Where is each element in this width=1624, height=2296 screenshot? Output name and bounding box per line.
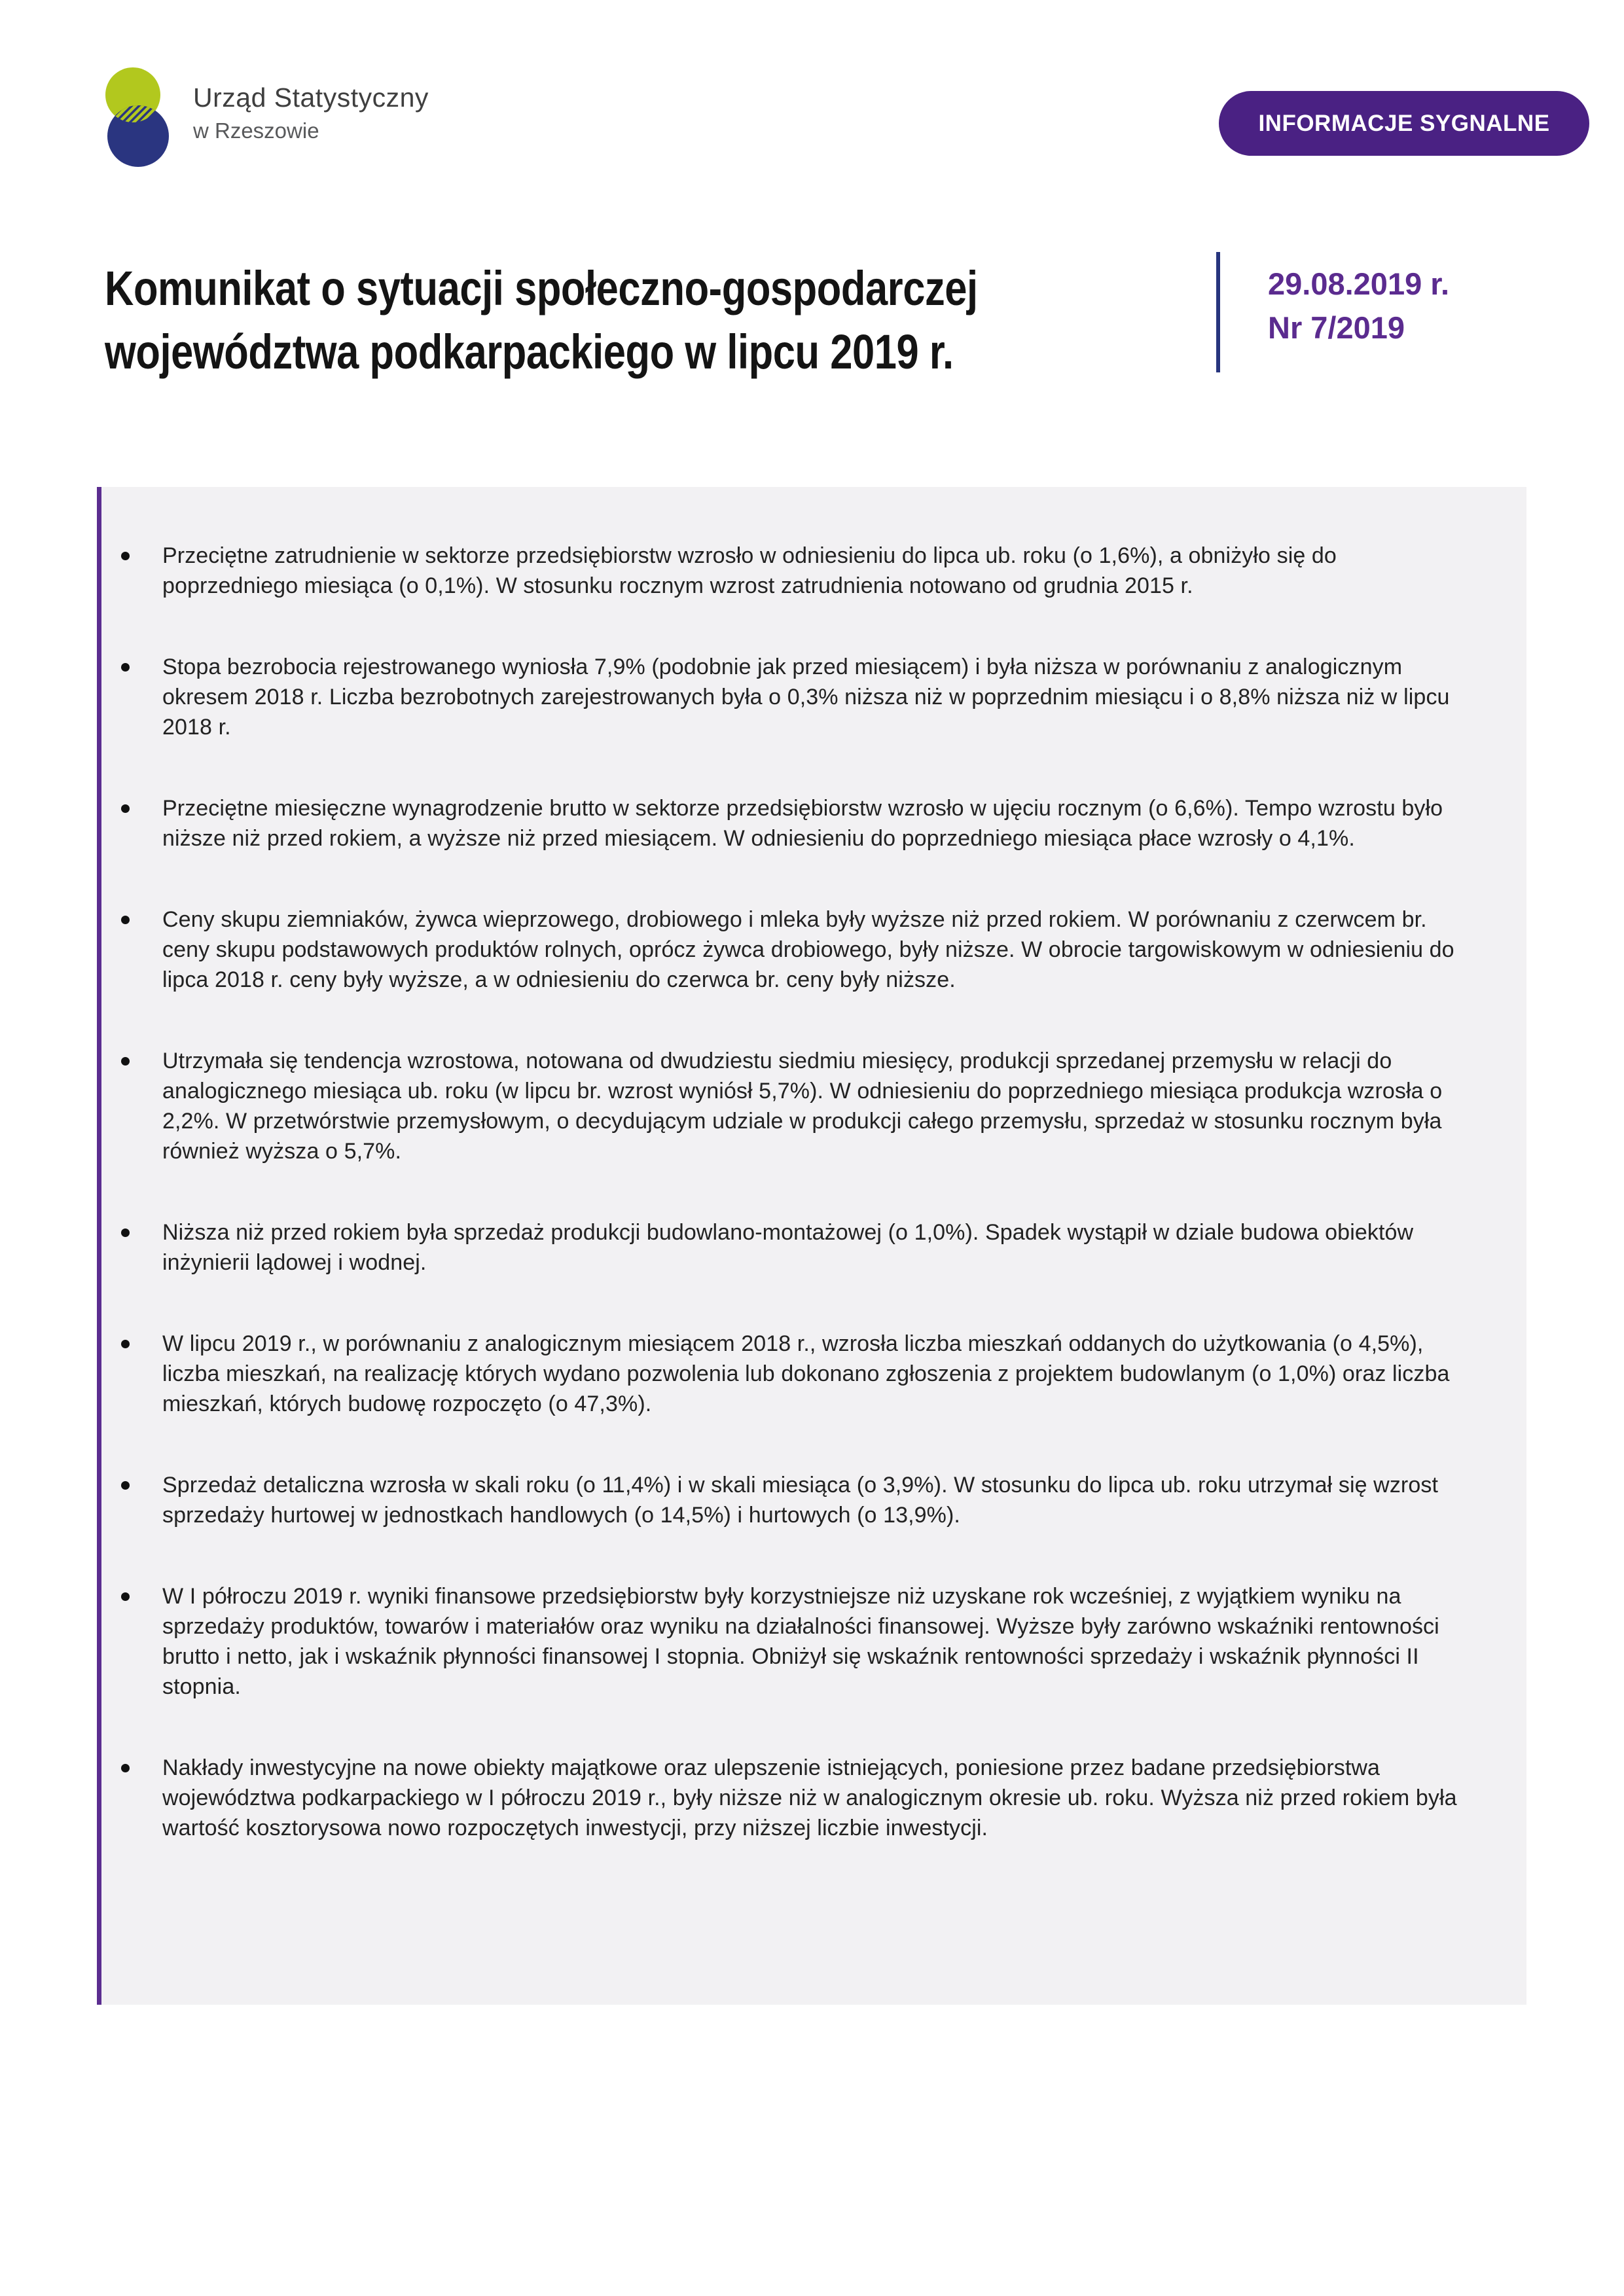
- two-circles-logo-icon: [97, 58, 182, 175]
- bullet-text: Ceny skupu ziemniaków, żywca wieprzowego, drobiowego i mleka były wyższe niż przed rokiem. W porównaniu z czerwcem br. ceny skupu podstawowych produktów rolnych, oprócz żywca drobiowego, były niższe. W obrocie targowiskowym w odniesieniu do lipca 2018 r. ceny były wyższe, a w odniesieniu do czerwca br. ceny były niższe.: [162, 907, 1454, 992]
- page-title: Komunikat o sytuacji społeczno-gospodarczej województwa podkarpackiego w lipcu 2019 r.: [105, 261, 978, 379]
- bullet-marker-icon: [121, 1764, 130, 1772]
- bullet-marker-icon: [121, 1057, 130, 1066]
- logo-text: [193, 82, 429, 143]
- logo-org-location: w Rzeszowie: [193, 118, 319, 143]
- summary-bullet-item: [121, 1217, 1464, 1278]
- summary-bullet-item: [121, 1470, 1464, 1530]
- summary-list: [101, 487, 1526, 1869]
- bullet-marker-icon: [121, 804, 130, 813]
- logo-org-name: Urząd Statystyczny: [193, 82, 429, 113]
- publication-date: 29.08.2019 r.: [1268, 266, 1450, 301]
- summary-bullet-item: [121, 905, 1464, 995]
- issue-info: [1268, 262, 1449, 350]
- summary-bullet-item: [121, 652, 1464, 742]
- bullet-marker-icon: [121, 663, 130, 672]
- bullet-text: Niższa niż przed rokiem była sprzedaż produkcji budowlano-montażowej (o 1,0%). Spadek wystąpił w dziale budowa obiektów inżynierii lądowej i wodnej.: [162, 1220, 1414, 1275]
- statistical-office-logo: [97, 58, 429, 175]
- bullet-marker-icon: [121, 1481, 130, 1490]
- summary-bullet-item: [121, 1329, 1464, 1419]
- summary-box: [97, 487, 1526, 2005]
- bullet-text: W lipcu 2019 r., w porównaniu z analogicznym miesiącem 2018 r., wzrosła liczba mieszkań oddanych do użytkowania (o 4,5%), liczba mieszkań, na realizację których wydano pozwolenia lub dokonano zgłoszenia z projektem budowlanym (o 1,0%) oraz liczba mieszkań, których budowę rozpoczęto (o 47,3%).: [162, 1331, 1450, 1416]
- summary-bullet-item: [121, 793, 1464, 853]
- bullet-text: Nakłady inwestycyjne na nowe obiekty majątkowe oraz ulepszenie istniejących, poniesione przez badane przedsiębiorstwa województwa podkarpackiego w I półroczu 2019 r., były niższe niż w analogicznym okresie ub. roku. Wyższa niż przed rokiem była wartość kosztorysowa nowo rozpoczętych inwestycji, przy niższej liczbie inwestycji.: [162, 1755, 1457, 1840]
- bullet-marker-icon: [121, 1592, 130, 1601]
- summary-bullet-item: [121, 1581, 1464, 1702]
- issue-divider-line: [1216, 252, 1220, 372]
- badge-label: INFORMACJE SYGNALNE: [1258, 110, 1550, 136]
- summary-bullet-item: [121, 1046, 1464, 1166]
- summary-bullet-item: [121, 1753, 1464, 1843]
- issue-number: Nr 7/2019: [1268, 310, 1405, 345]
- bullet-marker-icon: [121, 552, 130, 560]
- bullet-marker-icon: [121, 1229, 130, 1237]
- bullet-marker-icon: [121, 1340, 130, 1348]
- bullet-marker-icon: [121, 916, 130, 924]
- bullet-text: Przeciętne miesięczne wynagrodzenie brutto w sektorze przedsiębiorstw wzrosło w ujęciu rocznym (o 6,6%). Tempo wzrostu było niższe niż przed rokiem, a wyższe niż przed miesiącem. W odniesieniu do poprzedniego miesiąca płace wzrosły o 4,1%.: [162, 796, 1443, 851]
- bullet-text: Stopa bezrobocia rejestrowanego wyniosła 7,9% (podobnie jak przed miesiącem) i była niższa w porównaniu z analogicznym okresem 2018 r. Liczba bezrobotnych zarejestrowanych była o 0,3% niższa niż w poprzednim miesiącu i o 8,8% niższa niż w lipcu 2018 r.: [162, 655, 1450, 740]
- bullet-text: Przeciętne zatrudnienie w sektorze przedsiębiorstw wzrosło w odniesieniu do lipca ub. roku (o 1,6%), a obniżyło się do poprzedniego miesiąca (o 0,1%). W stosunku rocznym wzrost zatrudnienia notowano od grudnia 2015 r.: [162, 543, 1337, 598]
- informacje-sygnalne-badge: [1219, 91, 1589, 156]
- bullet-text: W I półroczu 2019 r. wyniki finansowe przedsiębiorstw były korzystniejsze niż uzyskane rok wcześniej, z wyjątkiem wyniku na sprzedaży produktów, towarów i materiałów oraz wyniku na działalności finansowej. Wyższe były zarówno wskaźniki rentowności brutto i netto, jak i wskaźnik płynności finansowej I stopnia. Obniżył się wskaźnik rentowności sprzedaży i wskaźnik płynności II stopnia.: [162, 1584, 1439, 1699]
- bullet-text: Utrzymała się tendencja wzrostowa, notowana od dwudziestu siedmiu miesięcy, produkcji sprzedanej przemysłu w relacji do analogicznego miesiąca ub. roku (w lipcu br. wzrost wyniósł 5,7%). W odniesieniu do poprzedniego miesiąca produkcja wzrosła o 2,2%. W przetwórstwie przemysłowym, o decydującym udziale w produkcji całego przemysłu, sprzedaż w stosunku rocznym była również wyższa o 5,7%.: [162, 1049, 1443, 1164]
- summary-bullet-item: [121, 541, 1464, 601]
- bullet-text: Sprzedaż detaliczna wzrosła w skali roku (o 11,4%) i w skali miesiąca (o 3,9%). W stosunku do lipca ub. roku utrzymał się wzrost sprzedaży hurtowej w jednostkach handlowych (o 14,5%) i hurtowych (o 13,9%).: [162, 1473, 1439, 1528]
